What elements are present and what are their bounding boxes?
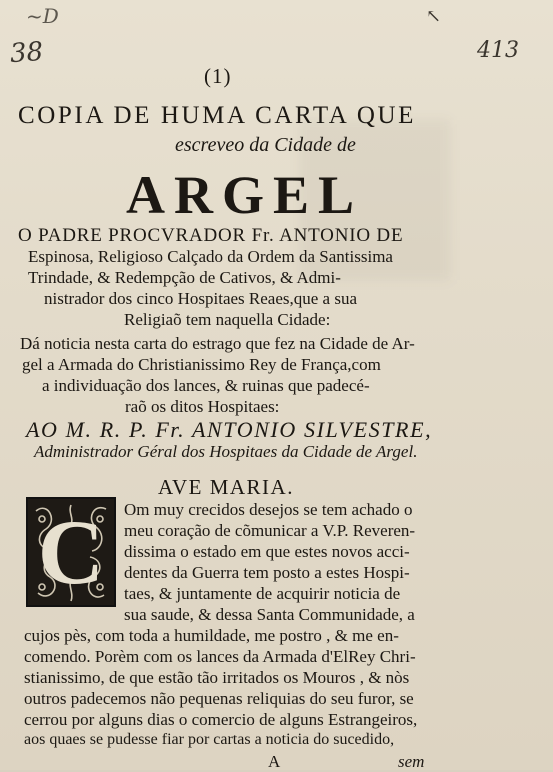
body-line: taes, & juntamente de acquirir noticia de bbox=[124, 584, 401, 603]
main-title: ARGEL bbox=[126, 165, 364, 225]
catchword: sem bbox=[398, 752, 425, 771]
body-line: Om muy crecidos desejos se tem achado o bbox=[124, 500, 413, 519]
summary-line: raõ os ditos Hospitaes: bbox=[125, 397, 280, 416]
margin-note-top-left: ~D bbox=[26, 4, 59, 28]
summary-line: a individuação dos lances, & ruinas que padecé- bbox=[42, 376, 370, 395]
body-line: dentes da Guerra tem posto a estes Hospi- bbox=[124, 563, 410, 582]
address-line-1: AO M. R. P. Fr. ANTONIO SILVESTRE, bbox=[26, 417, 433, 442]
intro-line: O PADRE PROCVRADOR Fr. ANTONIO DE bbox=[18, 225, 404, 246]
body-line: cujos pès, com toda a humildade, me postro , & me en- bbox=[24, 626, 399, 645]
address-line-2: Administrador Géral dos Hospitaes da Cidade de Argel. bbox=[34, 442, 418, 461]
margin-note-number: 413 bbox=[477, 38, 519, 63]
title-line-2: escreveo da Cidade de bbox=[175, 134, 356, 156]
decorated-initial bbox=[26, 497, 116, 607]
drop-cap-letter: C bbox=[37, 501, 105, 603]
signature-letter: A bbox=[268, 752, 281, 771]
body-line: stianissimo, de que estão tão irritados os Mouros , & nòs bbox=[24, 668, 410, 687]
body-line: outros padecemos não pequenas reliquias do seu furor, se bbox=[24, 689, 414, 708]
salutation: AVE MARIA. bbox=[158, 475, 294, 499]
summary-line: Dá noticia nesta carta do estrago que fez na Cidade de Ar- bbox=[20, 334, 415, 353]
page-number: (1) bbox=[204, 64, 232, 88]
body-line: sua saude, & dessa Santa Communidade, a bbox=[124, 605, 415, 624]
intro-line: Espinosa, Religioso Calçado da Ordem da Santissima bbox=[28, 247, 393, 266]
body-line: comendo. Porèm com os lances da Armada d'ElRey Chri- bbox=[24, 647, 416, 666]
intro-line: nistrador dos cinco Hospitaes Reaes,que a sua bbox=[44, 289, 357, 308]
body-line: dissima o estado em que estes novos acci- bbox=[124, 542, 410, 561]
margin-mark: ↖ bbox=[426, 6, 442, 27]
body-line: aos quaes se pudesse fiar por cartas a noticia do sucedido, bbox=[24, 731, 395, 748]
margin-note-left: 38 bbox=[8, 36, 45, 70]
intro-line: Trindade, & Redempção de Cativos, & Admi- bbox=[28, 268, 341, 287]
title-line-1: COPIA DE HUMA CARTA QUE bbox=[18, 102, 416, 129]
summary-line: gel a Armada do Christianissimo Rey de França,com bbox=[22, 355, 381, 374]
intro-line: Religiaõ tem naquella Cidade: bbox=[124, 310, 331, 329]
body-line: cerrou por alguns dias o comercio de alguns Estrangeiros, bbox=[24, 710, 418, 729]
body-line: meu coração de cõmunicar a V.P. Reveren- bbox=[124, 521, 416, 540]
